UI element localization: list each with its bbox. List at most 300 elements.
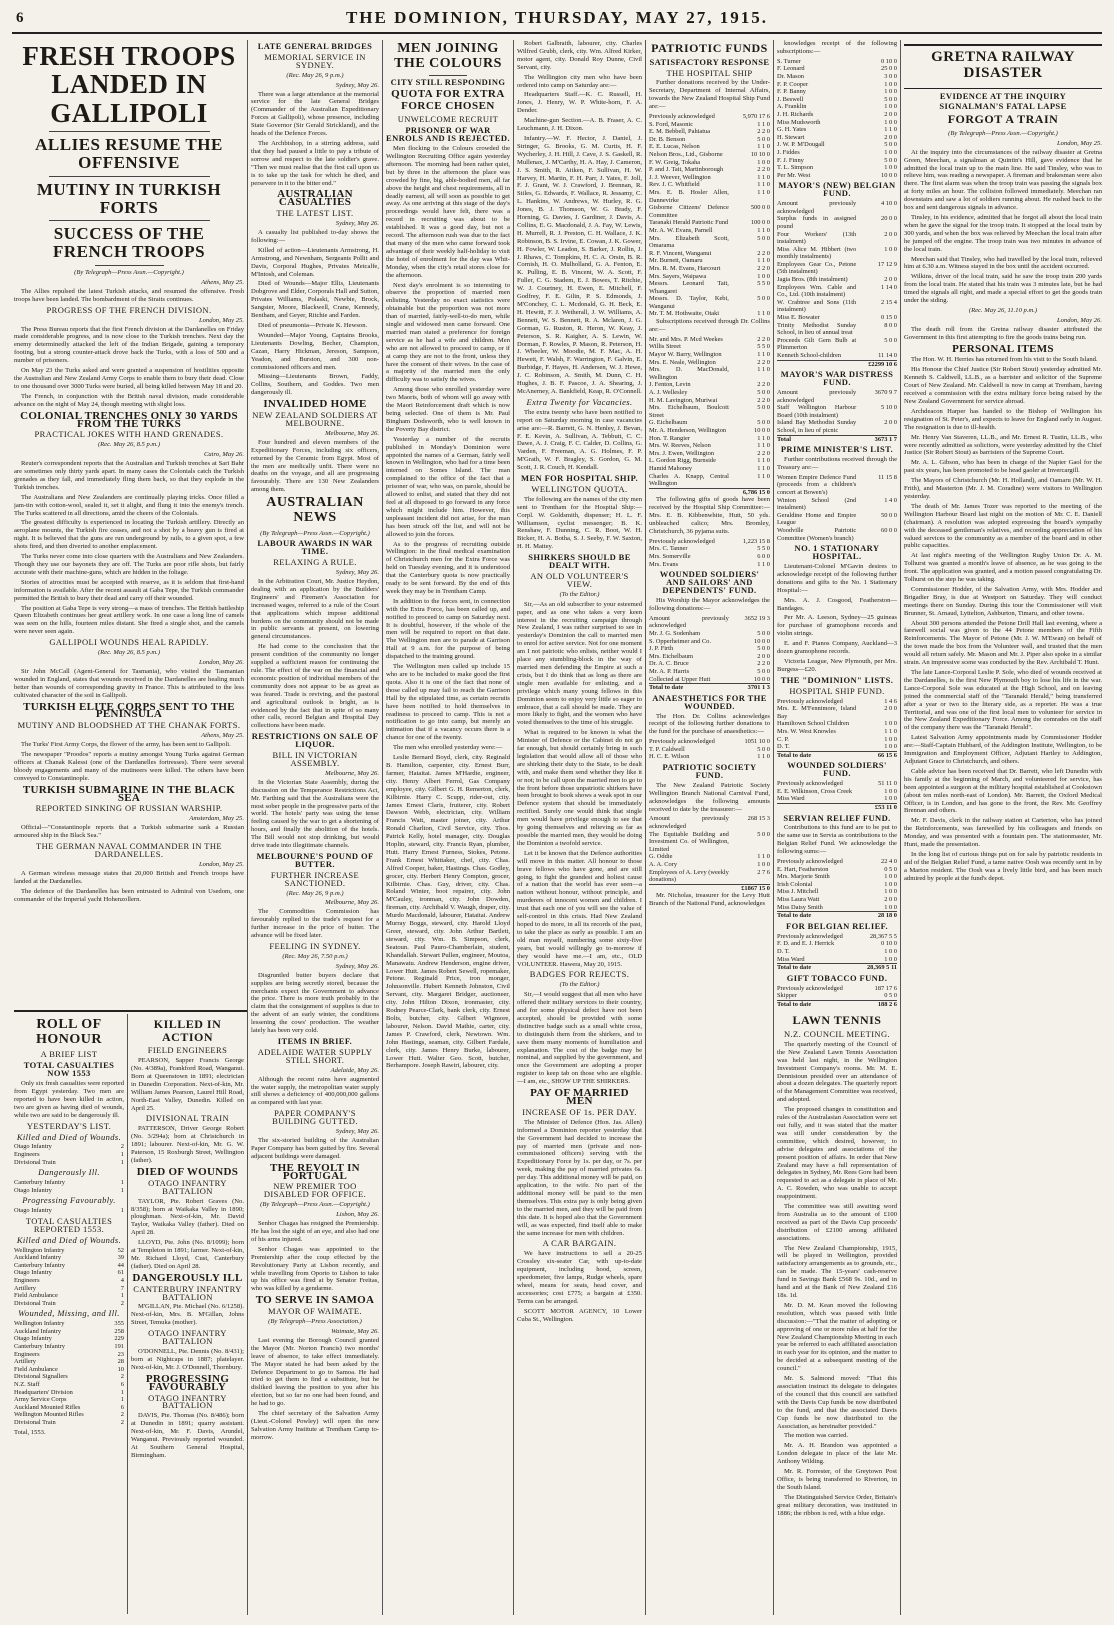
paragraph: Robert Galbraith, labourer, city. Charles Wilfred Grubb, clerk, city. Wm. Alfred Kirker, motor agent, city. Donald Roy Dunne, Civil Servant, city. bbox=[517, 40, 642, 71]
subheading: GIFT TOBACCO FUND. bbox=[786, 972, 888, 983]
dateline: Melbourne, May 26. bbox=[325, 769, 379, 777]
table-row bbox=[649, 381, 770, 389]
subheading: TO SERVE IN SAMOA bbox=[255, 1294, 375, 1307]
row-label: Army Service Corps bbox=[14, 1396, 67, 1404]
row-amount: 44 bbox=[117, 1261, 124, 1269]
roll-of-honour bbox=[14, 1016, 124, 1616]
paragraph: Yesterday a number of the recruits published in Monday's Dominion were appointed the names of a German, fairly well known in Wellington, who had for a time been interned on Somes Island. The man complained to the office of the fact that a prisoner of war, who was, on parole, should be allowed to enlist, and stated that they did not feel at all disposed to go forward in any force which might include him. However, this unpleasant incident did not arise, for the man has been struck off the list, and will not be allowed to join the forces. bbox=[386, 435, 510, 538]
row-amount: 1 1 0 bbox=[884, 126, 897, 134]
table-row bbox=[777, 705, 897, 720]
row-amount: 10 0 0 bbox=[754, 675, 770, 683]
row-label: Otago Infantry bbox=[14, 1207, 52, 1215]
paragraph: Men flocking to the Colours crowded the Wellington Recruiting Office again yesterday afternoon. The morning had been rather quiet, but by three in the afternoon the place was crowded by fine, big, able-bodied men, all far above the height and chest requirements, all in deadly earnest, all will soon as possible to get away. As one arriving at this stage of the day's proceedings would have felt, there was a record in recruiting was about to be established. It was a good day, but not a record. The afternoon rush was due to the fact that many of the men who came forward took advantage of their weekly half-holiday to visit the hotel of enrolment for the day was Whit-Monday, when the city's retail stores close for the afternoon. bbox=[386, 145, 510, 279]
paragraph: Only six fresh casualties were reported from Egypt yesterday. Two men are reported to have been killed in action, two are given as having died of wounds, while two are said to be dangerously ill. bbox=[14, 1080, 124, 1119]
donation-table bbox=[649, 738, 770, 761]
row-label: J. P. Firth bbox=[649, 645, 674, 653]
subheading: PAPER COMPANY'S BUILDING GUTTED. bbox=[272, 1108, 358, 1127]
subheading: BILL IN VICTORIAN ASSEMBLY. bbox=[272, 750, 358, 768]
row-label: H. Stewart bbox=[777, 133, 805, 141]
table-row bbox=[14, 1159, 124, 1167]
row-amount: 2 0 0 bbox=[884, 419, 897, 427]
row-label: Miss E. Bowater bbox=[777, 314, 820, 322]
subheading: COLONIAL TRENCHES ONLY 30 YARDS FROM THE TURKS bbox=[20, 409, 238, 430]
subheading: A BRIEF LIST bbox=[40, 1049, 98, 1060]
row-amount: 2 0 0 bbox=[884, 896, 897, 904]
subheading: FIELD ENGINEERS bbox=[147, 1045, 228, 1056]
row-amount: 5 0 0 bbox=[884, 141, 897, 149]
subheading: EVIDENCE AT THE INQUIRY bbox=[939, 90, 1067, 101]
row-amount: 1 1 0 bbox=[757, 181, 770, 189]
row-label: Divisional Train bbox=[14, 1418, 56, 1426]
row-amount: 1 1 0 bbox=[757, 226, 770, 234]
row-label: Wellington Infantry bbox=[14, 1246, 65, 1254]
casualty-table bbox=[14, 1207, 124, 1215]
paragraph: Died of Wounds—Major Ellis, Lieutenants Dobgrove and Elder, Corporals Hall and Sutton, Privates Williams, Polaski, Newbie, Brock, Sangster, Moore, Blackwell, Crane, Kennedy, Bentham, and Geyer, Ritchie and Farden. bbox=[251, 280, 379, 320]
row-amount: 500 0 0 bbox=[750, 204, 770, 212]
subheading: SATISFACTORY RESPONSE bbox=[649, 56, 770, 67]
paragraph: About 300 persons attended the Petone Drill Hall last evening, where a farewell social was given to the 44 Petone members of the Fifth Reinforcements. The Mayor of Petone (Mr. J. W. M'Ewan) on behalf of the town made the box from the Volunteer wall, and trusted that the men would all return safely. Mr. Mason and Mr. J. Piper also spoke in a similar strain. An impressive scene was conducted by the Rev. Archibald T. Hunt. bbox=[904, 619, 1102, 667]
row-amount: 3652 19 3 bbox=[744, 614, 770, 622]
row-amount: 10 bbox=[117, 1365, 124, 1373]
paragraph: In the long list of curious things put on for sale by patriotic residents in aid of the Belgian Relief Fund, a tame native Oosh was recently sent in by a Marton resident. The Oosh was a lively little bird, and has been much admired by people at the fund's depot. bbox=[904, 850, 1102, 882]
row-label: Amount previously acknowledged bbox=[649, 815, 729, 831]
table-row bbox=[777, 352, 897, 360]
row-label: Dr. Mason bbox=[777, 73, 804, 80]
casualty-table bbox=[14, 1320, 124, 1426]
table-row bbox=[777, 149, 897, 157]
row-amount: 61 bbox=[117, 1269, 124, 1277]
row-amount: 2 2 0 bbox=[757, 128, 770, 136]
row-label: H. C. E. Wilson bbox=[649, 753, 690, 761]
table-row bbox=[777, 96, 897, 104]
table-row bbox=[14, 1389, 124, 1397]
table-row bbox=[649, 204, 770, 219]
row-amount: 5 0 0 bbox=[757, 389, 770, 397]
advertisement-contact: SCOTT MOTOR AGENCY, 10 Lower Cuba St., Wellington. bbox=[517, 1307, 642, 1323]
donation-table bbox=[649, 113, 770, 318]
row-label: Trinity Methodist Sunday School, in lieu of annual treat bbox=[777, 321, 857, 337]
row-amount: 5 0 0 bbox=[757, 667, 770, 675]
row-label: The Equitable Building and Investment Co. of Wellington, Limited bbox=[649, 830, 729, 853]
row-amount: 5 0 0 bbox=[757, 645, 770, 653]
page-number: 6 bbox=[16, 10, 24, 26]
table-row bbox=[777, 527, 897, 542]
row-amount: 258 bbox=[114, 1327, 124, 1335]
row-amount: 28 bbox=[117, 1358, 124, 1366]
paragraph: The Hon. W. H. Herries has returned from his visit to the South Island. bbox=[911, 356, 1098, 364]
table-row bbox=[649, 166, 770, 174]
row-label: Women Empire Defence Fund (proceeds from a children's concert at Bowen's) bbox=[777, 473, 857, 497]
row-amount: 187 17 6 bbox=[874, 984, 897, 992]
table-row bbox=[14, 1366, 124, 1374]
table-row bbox=[14, 1254, 124, 1262]
row-label: E. Hart, Featherston bbox=[777, 865, 829, 873]
row-amount: 2 2 0 bbox=[757, 358, 770, 366]
row-label: Mr. A. Henderson, Wellington bbox=[649, 427, 727, 434]
paragraph: The New Zealand Patriotic Society Wellington Branch National Carnival Fund, acknowledges the following amounts received to date by the treasurer:— bbox=[649, 781, 770, 813]
row-label: Miss Ward bbox=[777, 795, 805, 803]
subheading: PROGRESS OF THE FRENCH DIVISION. bbox=[46, 304, 212, 315]
row-amount: 2 0 0 bbox=[884, 705, 897, 713]
table-row bbox=[14, 1373, 124, 1381]
row-label: Miss Daisy Smith bbox=[777, 903, 823, 911]
column-rule bbox=[513, 40, 514, 1615]
row-label: Mrs. Sayers, Waipawa bbox=[649, 272, 707, 280]
paragraph: Mr. A. L. Gibson, who has been in charge of the Napier Gaol for the past six years, has been promoted to be head gaoler at Invercargill. bbox=[904, 459, 1102, 475]
row-label: F. P. Cooper bbox=[777, 80, 809, 88]
table-row bbox=[649, 630, 770, 638]
subheading: Dangerously Ill. bbox=[38, 1167, 100, 1178]
paragraph: Mr. Henry Van Staveren, LL.B., and Mr. Ernest R. Tustin, LL.B., who were recently admitted as solicitors, were yesterday admitted by the Chief Justice (Sir Robert Stout) as barristers of the Supreme Court. bbox=[904, 433, 1102, 457]
row-label: P. and J. Tait, Martinborough bbox=[649, 166, 724, 174]
row-label: Collected at Upper Hutt bbox=[649, 675, 711, 683]
row-amount: 1 0 0 bbox=[884, 873, 897, 881]
row-amount: 5 0 0 bbox=[884, 336, 897, 344]
row-amount: 28 18 0 bbox=[877, 912, 897, 920]
paragraph: As to the progress of recruiting outside Wellington: in the final medical examination of Christchurch men for the Extra Force was held on Tuesday evening, and it is understood that the Canterbury quota is now practically ready to be sent forward. By the end of this week they may be in Trentham Camp. bbox=[386, 540, 510, 595]
row-amount: 2 bbox=[120, 1418, 124, 1426]
row-amount: 1 1 0 bbox=[757, 366, 770, 374]
subheading: THE "DOMINION" LISTS. bbox=[780, 674, 894, 685]
table-row bbox=[777, 888, 897, 896]
row-label: Engineers bbox=[14, 1276, 40, 1284]
row-label: J. Fenton, Levin bbox=[649, 381, 691, 389]
row-label: Mrs. W. Reeves, Nelson bbox=[649, 442, 711, 450]
paragraph: The death of Mr. James Tozer was reported to the meeting of the Wellington Harbour Board last night on the motion of Mr. C. E. Daniell (chairman). A resolution was adopted expressing the board's sympathy with the deceased gentleman's relatives, and recording appreciation of his valued services to the community as a member of the board and in other public capacities. bbox=[904, 502, 1102, 550]
table-row bbox=[649, 442, 770, 450]
row-label: Messrs. D. Taylor, Kebi, Wanganui bbox=[649, 295, 729, 310]
row-label: Staff Wellington Harbour Board (10th instalment) bbox=[777, 404, 857, 419]
paragraph: A German wireless message states that 20,000 British and French troops have landed at the Dardanelles. bbox=[14, 869, 244, 885]
subheading: THE LATEST LIST. bbox=[276, 208, 354, 219]
total-line bbox=[649, 884, 770, 892]
donation-table bbox=[777, 933, 897, 963]
row-amount: 1 1 0 bbox=[757, 464, 770, 472]
subheading: Killed and Died of Wounds. bbox=[16, 1131, 122, 1142]
row-label: Canterbury Infantry bbox=[14, 1179, 65, 1187]
row-label: J. Beswell bbox=[777, 95, 804, 103]
table-row bbox=[777, 873, 897, 881]
dateline: Adelaide, May 26. bbox=[330, 1066, 379, 1074]
subheading: CANTERBURY INFANTRY BATTALION bbox=[133, 1283, 242, 1302]
paragraph: In the Victorian State Assembly, during the discussion on the Temperance Restrictions Act, Mr. Farthing said that the Australians were the most sober people in the progressive parts of the world. The hotels' party was using the tense feeling caused by the war to get a shortening of hours, and finally the abolition of the hotels. The Bill would not stop drinking, but would drive trade into illegitimate channels. bbox=[251, 778, 379, 850]
row-amount: 1 1 0 bbox=[757, 173, 770, 181]
received-note: (Rec. May 26, 9 p.m.) bbox=[286, 889, 344, 897]
row-label: Mrs. Marjorie Smith bbox=[777, 873, 830, 881]
row-label: Miss Alice M. Hibbert (two monthly instalments) bbox=[777, 245, 857, 261]
table-row bbox=[14, 1411, 124, 1419]
table-row bbox=[649, 450, 770, 458]
row-amount: 1051 10 0 bbox=[744, 738, 770, 746]
column-rule bbox=[247, 40, 248, 1615]
row-amount: 2 bbox=[120, 1411, 124, 1419]
row-label: Auckland Infantry bbox=[14, 1327, 62, 1335]
table-row bbox=[777, 119, 897, 127]
table-row bbox=[14, 1320, 124, 1328]
paragraph: In addition to the forces sent, in connection with the Extra Force, has been called up, and notified to proceed to camp on Saturday next. It is doubtful, however, if the whole of the men will be required to report on that date. The Wellington men are to parade at Garrison Hall at 9 a.m. for the purpose of being dispatched to the training ground. bbox=[386, 597, 510, 661]
row-label: Auckland Infantry bbox=[14, 1254, 62, 1262]
section-title: LAWN TENNIS bbox=[792, 1013, 882, 1028]
row-label: T. P. Caldwell bbox=[649, 745, 685, 753]
row-label: Mrs. Eichelbaum bbox=[649, 652, 694, 660]
section-title: KILLED IN ACTION bbox=[153, 1017, 222, 1044]
row-amount: 10 0 0 bbox=[754, 427, 770, 434]
subheading: ADELAIDE WATER SUPPLY STILL SHORT. bbox=[257, 1046, 373, 1065]
table-row bbox=[14, 1269, 124, 1277]
row-label: Mrs. Somerville bbox=[649, 553, 691, 561]
total-line bbox=[777, 964, 897, 972]
row-label: Amount previously acknowledged bbox=[777, 389, 857, 404]
row-label: F. P. Banny bbox=[777, 88, 806, 96]
paragraph: Mr. R. Forrester, of the Greytown Post Office, is being transferred to Riverton, in the South Island. bbox=[777, 1468, 897, 1491]
paragraph: Machine-gun Section.—A. B. Fraser, A. C. Leuchmann, J. H. Dixon. bbox=[517, 117, 642, 133]
total-casualties: TOTAL CASUALTIES NOW 1553 bbox=[23, 1060, 115, 1079]
row-amount: 1 bbox=[120, 1388, 124, 1396]
paragraph: Mr. A. H. Brandon was appointed a London delegate in place of the late Mr. Anthony Wilding. bbox=[777, 1442, 897, 1466]
row-amount: 6 bbox=[120, 1403, 124, 1411]
table-row bbox=[649, 615, 770, 630]
paragraph: LLOYD, Pte. John (No. 8/1099); born at Templeton in 1891; farmer. Next-of-kin, Mr. Richard Lloyd, Cust, Canterbury (father). Died on April 28. bbox=[131, 1239, 244, 1270]
paragraph: The Commodities Commission has favourably replied to the trade's request for a further increase in the price of butter. The advance will be fixed later. bbox=[251, 908, 379, 940]
row-amount: 1 bbox=[120, 1186, 124, 1194]
subheading: CITY STILL RESPONDING bbox=[390, 77, 506, 88]
table-row bbox=[777, 743, 897, 751]
table-row bbox=[14, 1396, 124, 1404]
subheading: INCREASE OF 1s. PER DAY. bbox=[522, 1106, 637, 1117]
row-amount: 2 2 0 bbox=[757, 381, 770, 389]
paragraph: Killed of action—Lieutenants Armstrong, H. Armstrong, and Newnham, Sergeants Pollit and Davis, Corporal Hughes, Privates Metcalfe, M'Intosh, and Coleman. bbox=[251, 246, 379, 278]
subheading: SIGNALMAN'S FATAL LAPSE bbox=[939, 101, 1067, 112]
paragraph: The late Lance-Corporal Leslie P. Sole, who died of wounds received at the Dardanelles, is the first New Plymouth boy to lose his life in the war. Lance-Corporal Sole was educated at the High School, and on leaving joined the commercial staff of the "Taranaki Herald," being transferred after a year or two to the literary side, as a reporter. He was a true Territorial, and was one of the first local men to volunteer for service in the New Zealand Expeditionary Force. Among the comrades on the staff of the company there was the "Taranaki Herald". bbox=[904, 669, 1102, 732]
row-label: Hamid Mahoney bbox=[649, 464, 693, 472]
row-label: Artillery bbox=[14, 1358, 37, 1366]
paragraph: Mrs. A. J. Cosgood, Featherston—Bandages. bbox=[777, 596, 897, 612]
paragraph: Archdeacon Harper has handed to the Bishop of Wellington his resignation of St. Peter's, and expects to leave for England early in August. The resignation is due to ill-health. bbox=[904, 407, 1102, 431]
subheading: RESTRICTIONS ON SALE OF LIQUOR. bbox=[251, 731, 379, 750]
table-row bbox=[649, 668, 770, 676]
table-row bbox=[14, 1285, 124, 1293]
row-amount: 1 1 0 bbox=[757, 853, 770, 861]
paragraph: Missing—Lieutenants Brown, Faddy, Collins, Southern, and Goddes. Two men dangerously ill. bbox=[251, 373, 379, 397]
row-label: Rev. J. C. Whitfield bbox=[649, 181, 700, 189]
table-row bbox=[777, 164, 897, 172]
row-amount: 1 0 0 bbox=[884, 888, 897, 896]
row-label: Mrs. Eichelbaum, Boulcott Street bbox=[649, 404, 729, 419]
row-amount: 355 bbox=[114, 1320, 124, 1328]
subheading: DIED OF WOUNDS bbox=[136, 1165, 239, 1178]
total-row bbox=[777, 963, 897, 972]
table-row bbox=[649, 219, 770, 227]
row-label: Previously acknowledged bbox=[649, 537, 715, 545]
row-label: N.Z. Staff bbox=[14, 1380, 40, 1388]
row-label: Mrs. R. M. Evans, Harcourt bbox=[649, 264, 721, 272]
total-line bbox=[777, 435, 897, 443]
paragraph: What is required to be known is what the Minister of Defence or the Cabinet do not go far enough, but should certainly bring in such legislation that would allow all of those who are shirking their duty to the State, to be dealt with, and make them send whether they like it or not; to be call upon the married men to go to the front before those unpatriotic shirkers have been brought to book shows a weak spot in our Defence system that should be immediately rectified. Surely one would think that single men would have privilege enough to see that by going themselves and relieving as far as possible the married men, they would be doing the Dominion a twofold service. bbox=[517, 729, 642, 847]
table-row bbox=[649, 159, 770, 167]
row-label: J. Fiddes bbox=[777, 148, 800, 156]
row-amount: 1 1 0 bbox=[757, 143, 770, 151]
row-label bbox=[649, 884, 729, 892]
subheading: TURKISH SUBMARINE IN THE BLACK SEA bbox=[22, 783, 236, 804]
row-label: Miss J. Mitchell bbox=[777, 888, 819, 896]
total-line bbox=[777, 1000, 897, 1008]
byline: (By Telegraph—Press Assn.—Copyright.) bbox=[260, 1201, 370, 1209]
table-row bbox=[777, 141, 897, 149]
table-row bbox=[777, 314, 897, 322]
row-amount: 1 1 0 bbox=[757, 442, 770, 450]
paragraph: The following are the names of the city men sent to Trentham for the Hospital Ship:—Corpl. W. Goldsmith, dispenser; H. L. F. Williamson, cyclist messenger; B. K. Renshaw, F. Dunning, C. R. Boot, W. H. Bicker, H. A. Botha, S. J. Seeby, F. W. Saxton, H. H. Mattey. bbox=[517, 495, 642, 551]
paragraph: Sir John McCall (Agent-General for Tasmania), who visited the Tasmanian wounded in England, states that wounds received in the Dardanelles are healing much better than wounds of corresponding gravity in France. This is attributed to the less cultivated character of the soil in Gallipoli. bbox=[14, 667, 244, 699]
dateline: Waimate, May 26. bbox=[331, 1327, 379, 1335]
row-label: Miss Laura Watt bbox=[777, 896, 820, 904]
table-row bbox=[14, 1328, 124, 1336]
paragraph: His Worship the Mayor acknowledges the following donations:— bbox=[649, 596, 770, 612]
subheading: DIVISIONAL TRAIN bbox=[145, 1113, 230, 1124]
paragraph: Next day's enrolment is so interesting to observe the proportion of married men enlisting. Yesterday no exact statistics were obtainable but the proportion was not more than of married, fairly-well-to-do men, while single and widowed men came forward. One married man stated a preference for foreign service as he had a wife and children. Men who are not allowed to proceed to camp, or if at camp they are not to the front, unless they have the consent of their wives. In the case of a majority of the married men the only difficulty was to satisfy the wives. bbox=[386, 281, 510, 384]
headline: SUCCESS OF THE FRENCH TROOPS bbox=[52, 224, 206, 262]
row-label: Engineers bbox=[14, 1350, 40, 1358]
row-amount: 2 7 6 bbox=[757, 868, 770, 876]
casualty-table bbox=[14, 1143, 124, 1166]
row-amount: 6 0 0 bbox=[757, 553, 770, 561]
row-amount: 2 15 4 bbox=[881, 298, 897, 306]
row-label: Previously acknowledged bbox=[777, 932, 843, 940]
row-amount: 1 0 0 bbox=[757, 861, 770, 869]
subheading: MAYOR OF WAIMATE. bbox=[268, 1306, 362, 1317]
donation-table bbox=[777, 698, 897, 751]
row-amount: 4 bbox=[120, 1276, 124, 1284]
table-row bbox=[777, 404, 897, 419]
row-label: Hon. T. Rangier bbox=[649, 434, 690, 442]
table-row bbox=[777, 73, 897, 81]
table-row bbox=[649, 359, 770, 367]
table-row bbox=[777, 948, 897, 956]
table-row bbox=[649, 638, 770, 646]
table-row bbox=[649, 465, 770, 473]
table-row bbox=[649, 419, 770, 427]
table-row bbox=[649, 404, 770, 419]
total-line bbox=[777, 803, 897, 811]
subheading: LATE GENERAL BRIDGES bbox=[257, 41, 373, 51]
row-label: H. M. Lavington, Muriwai bbox=[649, 396, 718, 404]
table-row bbox=[649, 336, 770, 344]
row-label: F. Leonard bbox=[777, 65, 805, 73]
row-amount: 2 bbox=[120, 1143, 124, 1151]
row-label: Previously acknowledged bbox=[649, 113, 715, 121]
table-row bbox=[777, 126, 897, 134]
row-amount: 10 10 0 bbox=[750, 151, 770, 158]
casualty-table bbox=[14, 1179, 124, 1194]
paragraph: Reuter's correspondent reports that the Australian and Turkish trenches at Sari Bahr are sometimes only thirty yards apart. In many cases the Colonials catch the Turkish grenades as they fall, and immediately fling them back, so that they explode in the Turkish trenches. bbox=[14, 460, 244, 491]
row-amount: 1 0 0 bbox=[884, 735, 897, 743]
row-label: Nelson Bros., Ltd., Gisborne bbox=[649, 151, 723, 158]
subheading: UNWELCOME RECRUIT bbox=[397, 114, 499, 125]
row-label: Mr. Burnett, Oamaru bbox=[649, 257, 703, 265]
subheading: MEN FOR HOSPITAL SHIP. bbox=[521, 473, 638, 484]
table-row bbox=[649, 351, 770, 359]
paragraph: Disgruntled butter buyers declare that supplies are being secretly stored, because the merchants expect the Government to advance the price. There is more truth probably in the claim that the consignment of supplies is due to the advent of an early winter, the conditions lessening the cows' production. The weather lately has been very cold. bbox=[251, 971, 379, 1035]
row-label: Total to date bbox=[649, 684, 684, 692]
received-note: (Rec. May 26, 8.5 p.m.) bbox=[97, 441, 161, 449]
row-amount: 3701 1 3 bbox=[747, 684, 770, 692]
paragraph: M'GILLAN, Pte. Michael (No. 6/1258). Next-of-kin, Mrs. B. M'Gillan, Johns Street, Temuka (mother). bbox=[131, 1303, 244, 1327]
subheading: THE HOSPITAL SHIP bbox=[666, 67, 753, 78]
subheading: PROGRESSING FAVOURABLY bbox=[145, 1372, 230, 1393]
paragraph: Headquarters Staff.—K. C. Russell, H. Jones, J. Henry, W. P. White-horn, F. A. Dender. bbox=[517, 91, 642, 115]
casualty-table bbox=[14, 1247, 124, 1308]
table-row bbox=[777, 65, 897, 73]
paragraph: The greatest difficulty is experienced in locating the Turkish artillery. Directly an aeroplane mounts, the Turkish fire ceases, and not a shot by a heavy gun is fired at night. It is believed that the guns are run underground by rails, to a given spot, a few shots fired, and then diverted to another emplacement. bbox=[14, 519, 244, 551]
column-patriotic-funds bbox=[649, 40, 770, 1615]
paragraph: Official—"Constantinople reports that a Turkish submarine sank a Russian armoured ship in the Black Sea." bbox=[14, 824, 244, 840]
paragraph: Last evening the Borough Council granted the Mayor (Mr. Norton Francis) two months' leave of absence, to take effect immediately. The Mayor stated he had been asked by the Defence Department to go to Samoa. He had tried to get them to find a substitute, but he disliked leaving the position to you after his election, but so far no one had been found, and he had to go. bbox=[251, 1336, 379, 1408]
subheading: PRACTICAL JOKES WITH HAND GRENADES. bbox=[34, 429, 224, 440]
row-label: G. Oddie bbox=[649, 853, 673, 861]
subheading: OTAGO INFANTRY BATTALION bbox=[148, 1177, 227, 1196]
table-row bbox=[14, 1381, 124, 1389]
row-amount: 1 0 0 bbox=[884, 947, 897, 955]
paragraph: Wounded—Major Young, Captains Brooks, Lieutenants Dowling, Becher, Champion, Cazan, Harry Hickman, Jereson, Sampson, Yeadon, and Burston, and 300 non-commissioned officers and men. bbox=[251, 331, 379, 371]
paragraph: Mr. S. Salmond moved: "That this association instruct its delegate to delegates of the council that this council are satisfied with the Davis Cup funds be now distributed to the fund, and that the associated Davis Cup funds be now distributed to the Association, as hereinafter provided." bbox=[777, 1375, 897, 1430]
table-row bbox=[777, 497, 897, 512]
paragraph: Subscriptions received through Dr. Collins are:— bbox=[649, 318, 770, 333]
paragraph: He had come to the conclusion that the present condition of the community no longer supplied a sufficient reason for continuing the rule. The effect of the war on the financial and economic position of individual members of the community does not appear to be as great as was feared. Trade is reviving, and the pastoral and agricultural outlook is bright, as is evidenced by the fact that in spite of so many other calls, record Belgian and Hospital Day collections have been made. bbox=[251, 643, 379, 730]
total-line bbox=[649, 684, 770, 692]
subheading: DANGEROUSLY ILL bbox=[132, 1271, 243, 1284]
row-label: E. E. Lucas, Nelson bbox=[649, 143, 700, 151]
row-amount: 2 2 0 bbox=[757, 166, 770, 174]
table-row bbox=[777, 788, 897, 796]
row-label: Divisional Train bbox=[14, 1158, 56, 1166]
row-label: Kenneth School-children bbox=[777, 352, 842, 359]
row-label: Previously acknowledged bbox=[777, 984, 843, 992]
subheading: MUTINY AND BLOODSHED AT THE CHANAK FORTS. bbox=[17, 720, 241, 731]
row-label: Woodville Patriotic Committee (Women's branch) bbox=[777, 527, 857, 542]
dateline: Athens, May 25. bbox=[201, 732, 244, 740]
row-amount: 1 0 0 bbox=[884, 955, 897, 963]
subheading: SHIRKERS SHOULD BE DEALT WITH. bbox=[528, 552, 631, 571]
table-row bbox=[14, 1207, 124, 1215]
paragraph: The Mayors of Christchurch (Mr. H. Holland), and Oamaru (Mr. W. H. Frith), and Masterton (Mr. J. M. Coradine) were visitors to Wellington yesterday. bbox=[904, 477, 1102, 500]
row-amount: 1 bbox=[120, 1207, 124, 1215]
row-label: Jagia Bros. (8th instalment) bbox=[777, 276, 848, 284]
table-row bbox=[649, 295, 770, 310]
dateline: Sydney, May 26. bbox=[335, 569, 379, 577]
table-row bbox=[777, 299, 897, 314]
paragraph: The French, in conjunction with the British naval division, made considerable advance on the night of May 24, though meeting with slight loss. bbox=[14, 392, 244, 408]
byline: (By Telegraph—Press Assn.—Copyright.) bbox=[948, 129, 1058, 137]
table-row bbox=[649, 676, 770, 684]
paragraph: Contributions to this fund are to be put to the same use in Servia as contributions to the Belgian Relief Fund. We acknowledge the following sums:— bbox=[777, 824, 897, 856]
paragraph: At the inquiry into the circumstances of the railway disaster at Gretna Green, Meechan, a signalman at Quintin's Hill, gave evidence that he admitted the local train up to the main line. He said Tinsley, who was to relieve him, was reading a newspaper. A fireman and brakesman were also there. The first alarm was when the troop train was passing the signals box at forty miles an hour. The collision followed immediately. Meechan ran downstairs and saw a lot of soldiers running about. He rushed back to the box and sent dangerous signals in advance. bbox=[904, 148, 1102, 212]
subheading: ITEMS IN BRIEF. bbox=[277, 1035, 353, 1046]
received-note: (Rec. May 26, 9 p.m.) bbox=[286, 71, 344, 79]
table-row bbox=[777, 728, 897, 736]
table-row bbox=[649, 746, 770, 754]
paragraph: DAVIS, Pte. Thomas (No. 8/486); born at Dunedin in 1891; quarry assistant. Next-of-kin, Mr. F. Davis, Arundel, Wanganui. Previously reported wounded. At Southern General Hospital, Birmingham. bbox=[131, 1412, 244, 1459]
row-amount: 1 14 0 bbox=[881, 283, 897, 291]
subheading: RELAXING A RULE. bbox=[273, 557, 357, 568]
paragraph: Cable advice has been received that Dr. Barrett, who left Dunedin with his family at the beginning of March, and volunteered for service, has been appointed a surgeon at the military hospital established at Cookstown (about ten miles north-east of London). Mr. Barrett, the Oxford Medical Officer, is in London, and has gone to the front, the Rev. Mr. Geoffrey Brennan and others. bbox=[904, 767, 1102, 815]
section-title: PATRIOTIC FUNDS bbox=[651, 41, 768, 55]
row-amount: 1 0 0 bbox=[884, 88, 897, 96]
donation-table bbox=[777, 200, 897, 359]
table-row bbox=[14, 1277, 124, 1285]
row-label: Mr. T. M. Hothwaite, Otaki bbox=[649, 310, 720, 318]
row-label: Gisborne Citizens' Defence Committee bbox=[649, 204, 729, 219]
row-amount: 7 bbox=[120, 1284, 124, 1292]
paragraph: The Allies repulsed the latest Turkish attacks, and resumed the offensive. Fresh troops have been landed. The bombardment of the Straits continues. bbox=[14, 287, 244, 303]
